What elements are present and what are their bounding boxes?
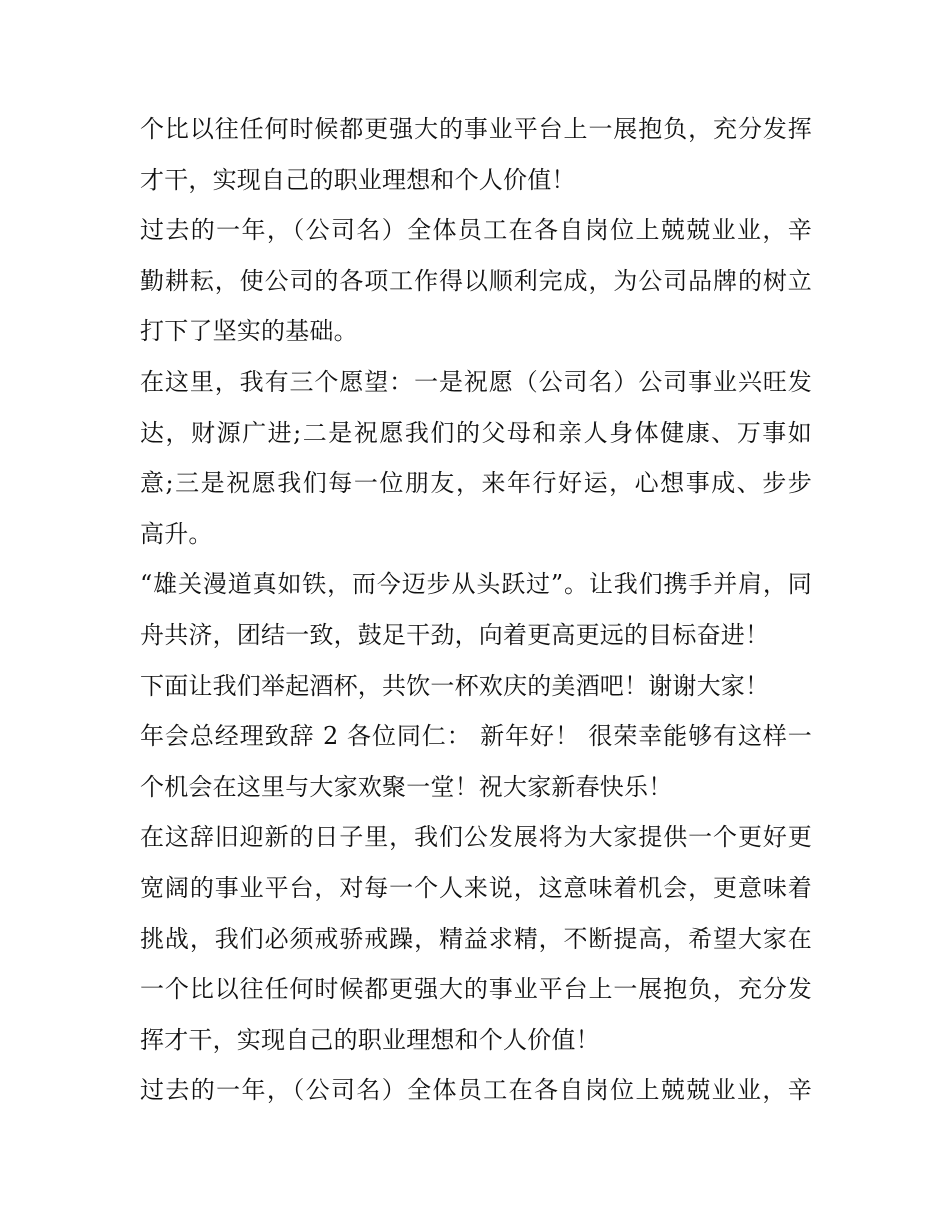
text-line: 下面让我们举起酒杯，共饮一杯欢庆的美酒吧！谢谢大家！ xyxy=(140,671,770,700)
document-body xyxy=(140,104,812,1116)
text-line: 意;三是祝愿我们每一位朋友，来年行好运，心想事成、步步 xyxy=(140,469,812,498)
text-line: 舟共济，团结一致，鼓足干劲，向着更高更远的目标奋进！ xyxy=(140,620,770,649)
text-line: “雄关漫道真如铁，而今迈步从头跃过”。让我们携手并肩，同 xyxy=(140,570,812,599)
text-line: 过去的一年，（公司名）全体员工在各自岗位上兢兢业业，辛 xyxy=(140,216,812,245)
text-line: 宽阔的事业平台，对每一个人来说，这意味着机会，更意味着 xyxy=(140,873,812,902)
text-line: 一个比以往任何时候都更强大的事业平台上一展抱负，充分发 xyxy=(140,975,812,1004)
text-line: 才干，实现自己的职业理想和个人价值！ xyxy=(140,165,576,194)
text-line: 个机会在这里与大家欢聚一堂！祝大家新春快乐！ xyxy=(140,772,673,801)
text-line: 个比以往任何时候都更强大的事业平台上一展抱负，充分发挥 xyxy=(140,115,812,143)
text-line: 高升。 xyxy=(140,519,213,548)
text-line: 挑战，我们必须戒骄戒躁，精益求精，不断提高，希望大家在 xyxy=(140,924,812,953)
text-line: 挥才干，实现自己的职业理想和个人价值！ xyxy=(140,1025,600,1054)
text-line: 过去的一年，（公司名）全体员工在各自岗位上兢兢业业，辛 xyxy=(140,1076,812,1105)
text-line: 达，财源广进;二是祝愿我们的父母和亲人身体健康、万事如 xyxy=(140,418,812,447)
text-line: 在这辞旧迎新的日子里，我们公发展将为大家提供一个更好更 xyxy=(140,823,812,852)
text-line: 在这里，我有三个愿望：一是祝愿（公司名）公司事业兴旺发 xyxy=(140,367,812,396)
text-line: 打下了坚实的基础。 xyxy=(140,317,358,346)
text-line: 勤耕耘，使公司的各项工作得以顺利完成，为公司品牌的树立 xyxy=(140,266,812,295)
text-line: 年会总经理致辞 2 各位同仁： 新年好！ 很荣幸能够有这样一 xyxy=(140,722,812,751)
